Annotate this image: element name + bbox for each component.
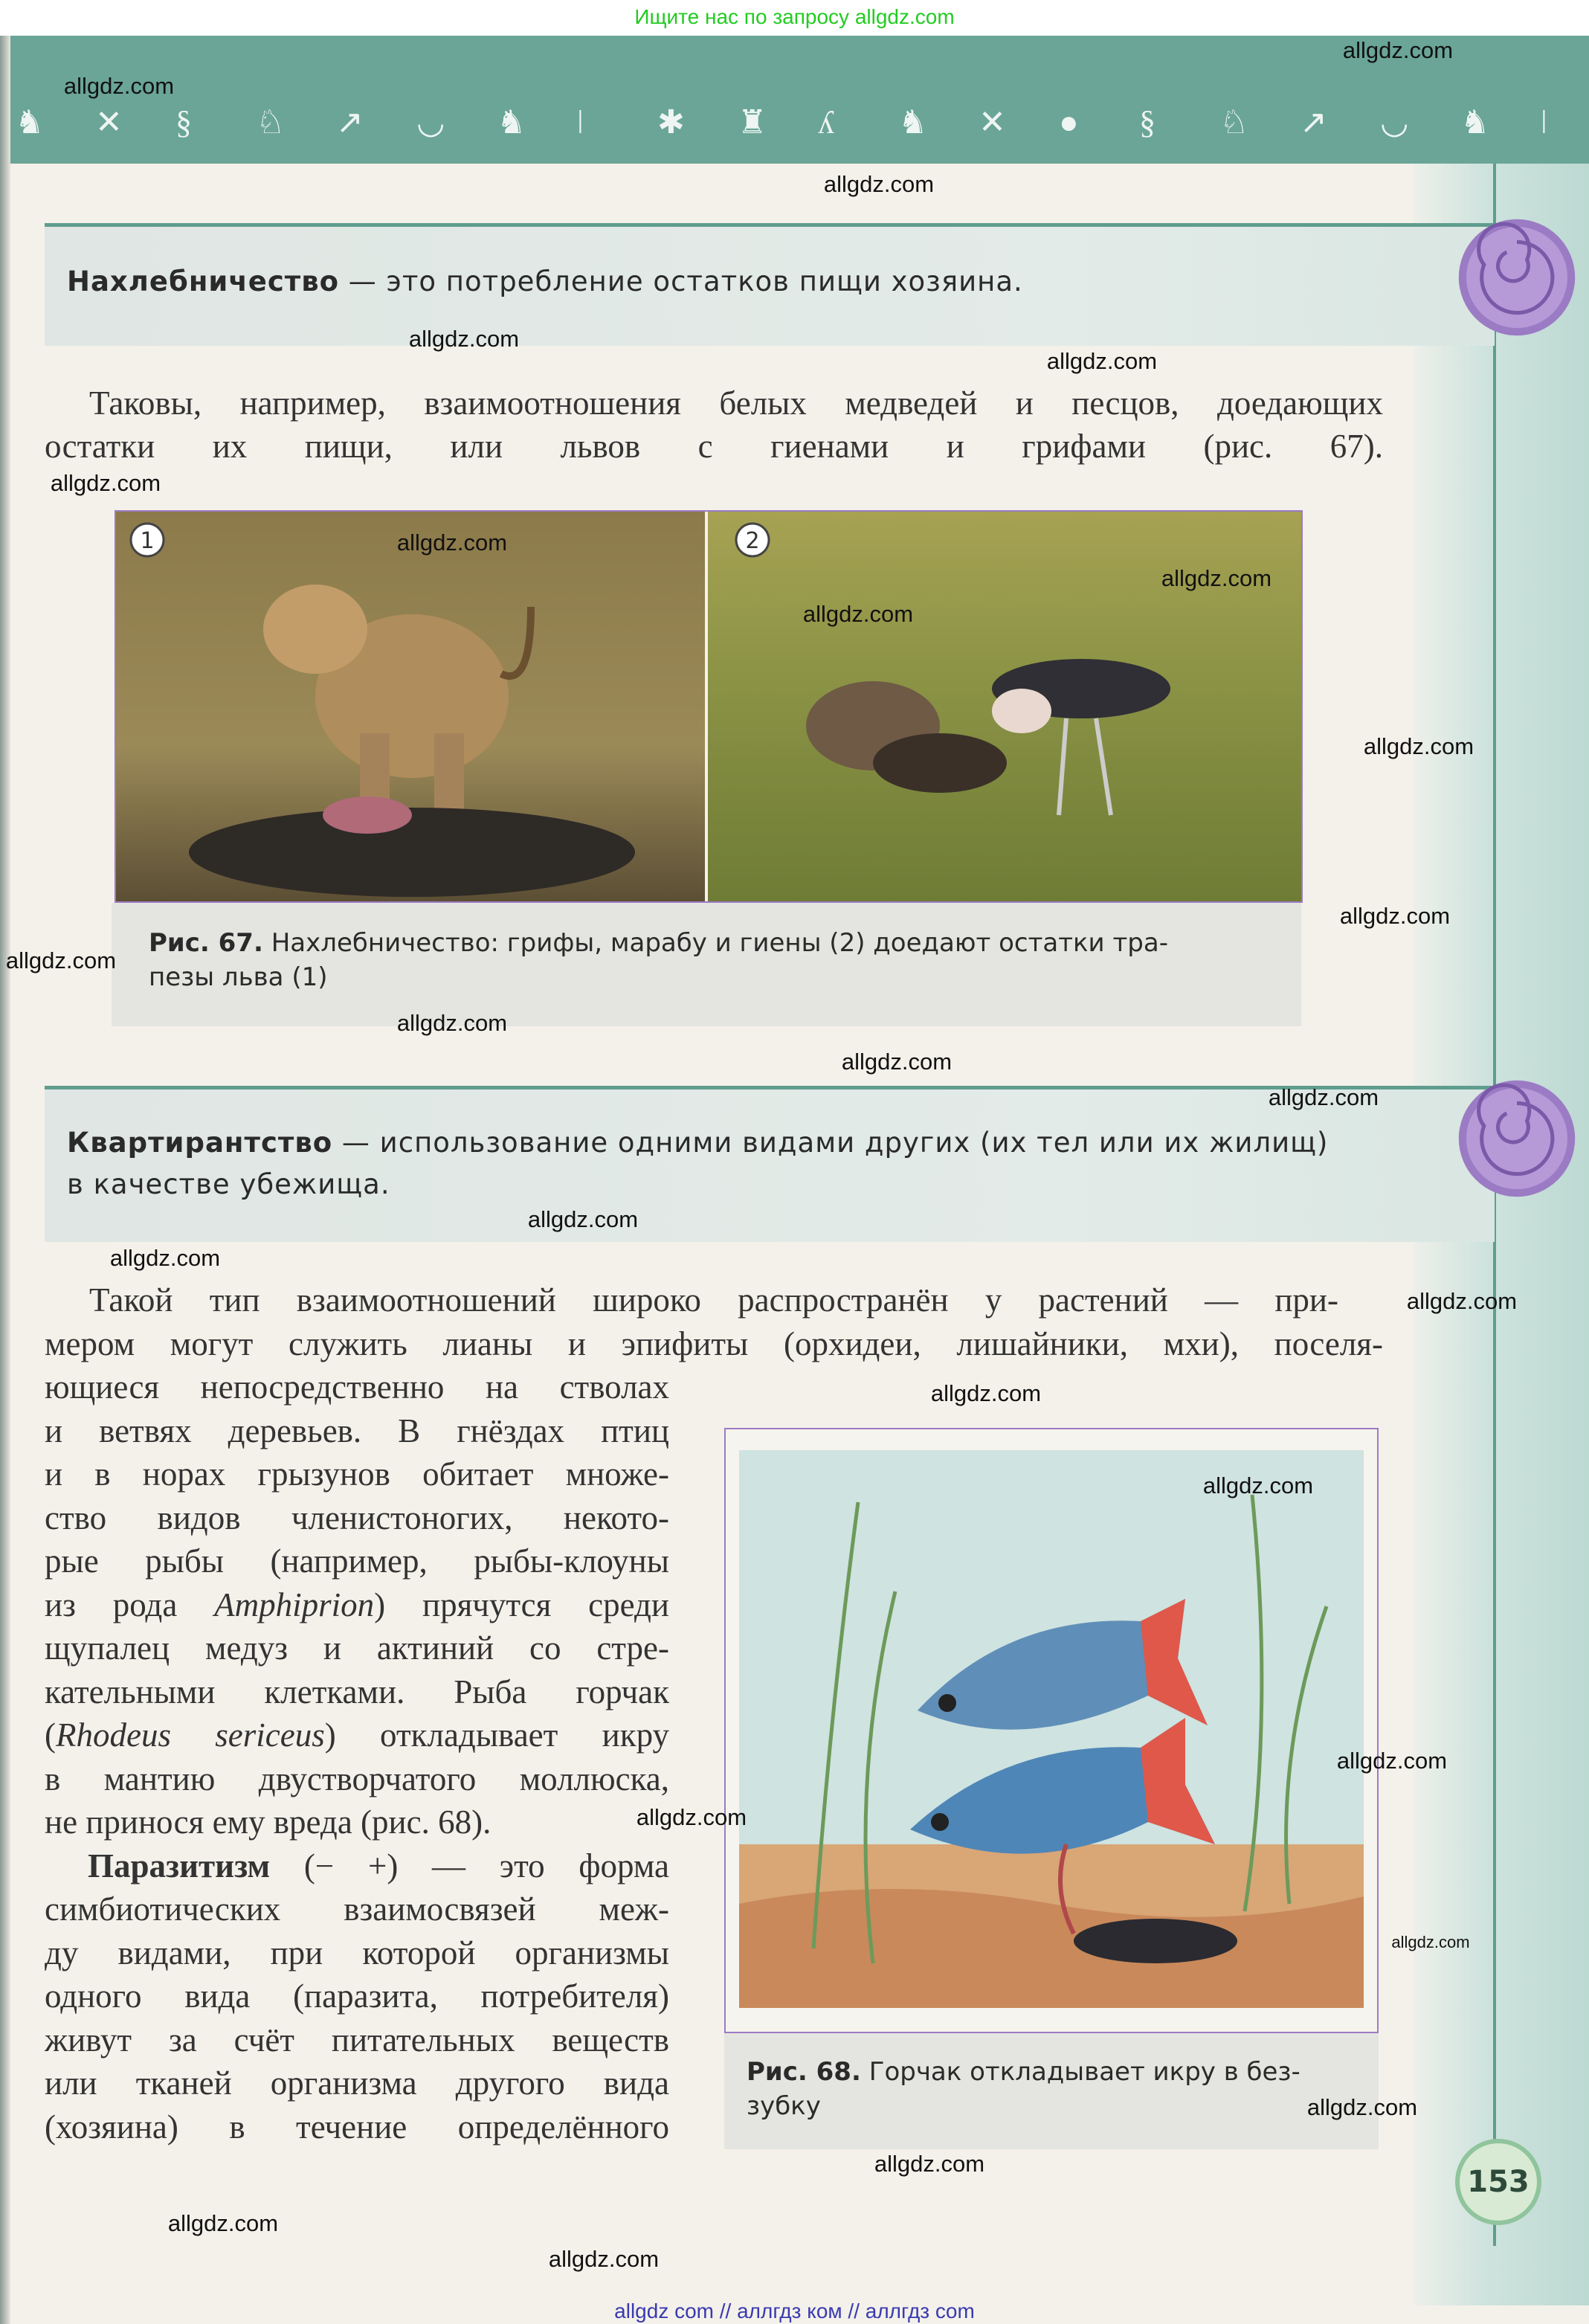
watermark: allgdz.com xyxy=(396,530,508,556)
animal-silhouette-icon: § xyxy=(175,104,192,141)
watermark: allgdz.com xyxy=(167,2210,279,2236)
figure-68-caption-box xyxy=(724,2033,1379,2149)
paragraph-line: (Rhodeus sericeus) откладывает икру xyxy=(45,1716,669,1754)
watermark: allgdz.com xyxy=(874,2151,985,2177)
watermark: allgdz.com xyxy=(930,1380,1042,1406)
caption-label: Рис. 68. xyxy=(747,2057,861,2087)
watermark: allgdz.com xyxy=(802,601,914,627)
animal-silhouette-icon: ♘ xyxy=(256,104,286,141)
definition-text-line2: в качестве убежища. xyxy=(67,1168,390,1200)
watermark: allgdz.com xyxy=(636,1804,747,1830)
paragraph-line: рые рыбы (например, рыбы-клоуны xyxy=(45,1542,669,1580)
animal-silhouette-icon: ♞ xyxy=(497,104,526,141)
paragraph-line: живут за счёт питательных веществ xyxy=(45,2021,669,2059)
mussel xyxy=(1074,1919,1237,1963)
animal-silhouette-icon: ♘ xyxy=(1219,104,1249,141)
footer-watermark: allgdz com // аллгдз ком // аллгдз com xyxy=(614,2299,975,2323)
watermark: allgdz.com xyxy=(1391,1933,1470,1951)
watermark: allgdz.com xyxy=(1336,1748,1448,1774)
paragraph-line: симбиотических взаимосвязей меж- xyxy=(45,1890,669,1928)
paragraph-line: не принося ему вреда (рис. 68). xyxy=(45,1803,491,1841)
watermark: allgdz.com xyxy=(1161,565,1272,591)
paragraph-line: и ветвях деревьев. В гнёздах птиц xyxy=(45,1412,669,1449)
paragraph-line: в мантию двустворчатого моллюска, xyxy=(45,1760,669,1797)
definition-term: Квартирантство xyxy=(67,1127,333,1159)
panel-label-1: 1 xyxy=(140,528,155,554)
top-banner: Ищите нас по запросу allgdz.com xyxy=(0,0,1589,36)
paragraph-line: ство видов членистоногих, некото- xyxy=(45,1499,669,1536)
animal-silhouette-icon: ◡ xyxy=(416,104,445,141)
watermark: allgdz.com xyxy=(5,947,117,973)
watermark: allgdz.com xyxy=(396,1010,508,1036)
page-binding-edge xyxy=(0,36,10,2324)
paragraph-line: ду видами, при которой организмы xyxy=(45,1934,669,1971)
paragraph-line: из рода Amphiprion) прячутся среди xyxy=(45,1586,669,1623)
caption-label: Рис. 67. xyxy=(149,928,263,958)
animal-silhouette-icon: ♞ xyxy=(898,104,928,141)
watermark: allgdz.com xyxy=(1268,1084,1379,1110)
figure-67-photos xyxy=(115,510,1303,903)
paragraph-line: или тканей организма другого вида xyxy=(45,2064,669,2102)
definition-term: Нахлебничество xyxy=(67,265,340,297)
animal-silhouette-icon: ♜ xyxy=(738,104,767,141)
paragraph-line: щупалец медуз и актиний со стре- xyxy=(45,1629,669,1667)
animal-silhouette-icon: ♞ xyxy=(15,104,45,141)
animal-silhouette-icon: § xyxy=(1139,104,1156,141)
watermark: allgdz.com xyxy=(1046,348,1158,374)
definition-text: — использование одними видами других (их тел или их жилищ) xyxy=(332,1127,1329,1159)
spiral-shell-icon xyxy=(1454,214,1580,341)
paragraph-line: и в норах грызунов обитает множе- xyxy=(45,1455,669,1493)
paragraph-line: Паразитизм (− +) — это форма xyxy=(88,1847,669,1884)
paragraph-line: кательными клетками. Рыба горчак xyxy=(45,1673,669,1710)
animal-silhouette-icon: ǀ xyxy=(1541,104,1547,141)
watermark: allgdz.com xyxy=(823,171,935,197)
figure-68-caption-line2: зубку xyxy=(747,2091,821,2121)
definition-box-freeloading xyxy=(45,223,1495,346)
watermark: allgdz.com xyxy=(63,73,175,99)
figure-67-caption-line1: Рис. 67. Нахлебничество: грифы, марабу и гиены (2) доедают остатки тра- xyxy=(149,928,1168,958)
page-number: 153 xyxy=(1455,2139,1541,2225)
panel-label-2: 2 xyxy=(745,528,760,554)
watermark: allgdz.com xyxy=(1339,903,1451,929)
paragraph-line: остатки их пищи, или львов с гиенами и грифами (рис. 67). xyxy=(45,428,1383,465)
animal-silhouette-icon: ◡ xyxy=(1380,104,1409,141)
animal-silhouette-icon: ↗ xyxy=(336,104,364,141)
paragraph-line: мером могут служить лианы и эпифиты (орхидеи, лишайники, мхи), поселя- xyxy=(45,1324,1383,1362)
watermark: allgdz.com xyxy=(1342,37,1454,63)
animal-silhouette-icon: ✱ xyxy=(657,104,685,141)
watermark: allgdz.com xyxy=(527,1206,639,1232)
paragraph-line: (хозяина) в течение определённого xyxy=(45,2108,669,2146)
watermark: allgdz.com xyxy=(408,326,520,352)
paragraph-line: ющиеся непосредственно на стволах xyxy=(45,1368,669,1406)
animal-silhouette-icon: ↗ xyxy=(1300,104,1327,141)
animal-silhouette-icon: ● xyxy=(1059,104,1079,141)
watermark: allgdz.com xyxy=(109,1245,221,1271)
watermark: allgdz.com xyxy=(50,470,161,496)
animal-silhouette-icon: ǀ xyxy=(577,104,584,141)
figure-68-caption-line1: Рис. 68. Горчак откладывает икру в без- xyxy=(747,2057,1300,2087)
paragraph-line: одного вида (паразита, потребителя) xyxy=(45,1977,669,2015)
watermark: allgdz.com xyxy=(1202,1472,1314,1499)
animal-silhouette-icon: ✕ xyxy=(979,104,1006,141)
animal-silhouette-icon: ʎ xyxy=(818,104,834,141)
watermark: allgdz.com xyxy=(548,2246,660,2272)
watermark: allgdz.com xyxy=(1306,2094,1418,2120)
watermark: allgdz.com xyxy=(1363,733,1474,759)
animal-silhouette-icon: ✕ xyxy=(95,104,123,141)
figure-67-caption-line2: пезы льва (1) xyxy=(149,962,328,992)
definition-text: — это потребление остатков пищи хозяина. xyxy=(339,265,1023,297)
figure-68-illustration xyxy=(724,1428,1379,2033)
paragraph-line: Такой тип взаимоотношений широко распространён у растений — при- xyxy=(89,1281,1338,1319)
paragraph-line: Таковы, например, взаимоотношения белых медведей и песцов, доедающих xyxy=(89,384,1383,422)
spiral-shell-icon xyxy=(1454,1075,1580,1202)
watermark: allgdz.com xyxy=(1406,1288,1518,1314)
watermark: allgdz.com xyxy=(841,1049,953,1075)
animal-silhouette-icon: ♞ xyxy=(1460,104,1490,141)
